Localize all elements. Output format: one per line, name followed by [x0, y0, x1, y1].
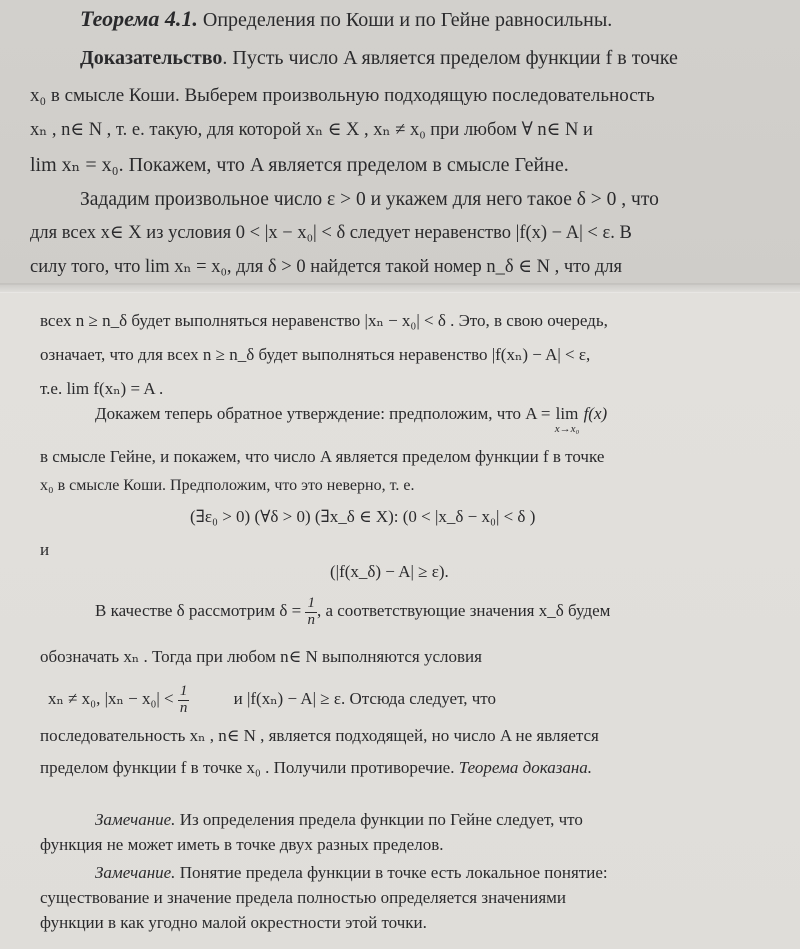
text-line: силу того, что lim xₙ = x₀, для δ > 0 найдется такой номер n_δ ∈ N , что для — [30, 257, 622, 277]
text-line: x₀ в смысле Коши. Выберем произвольную подходящую последовательность — [30, 85, 655, 106]
text-line: Докажем теперь обратное утверждение: предположим, что A = lim x→x₀ f(x) — [95, 404, 608, 435]
remark-line: существование и значение предела полностью определяется значениями — [40, 888, 567, 907]
theorem-statement: Определения по Коши и по Гейне равносильны. — [202, 9, 613, 31]
scan-seam — [0, 283, 800, 293]
text-line: и — [40, 540, 50, 559]
text-line: в смысле Гейне, и покажем, что число A является пределом функции f в точке — [40, 447, 605, 466]
text-line: lim xₙ = x₀. Покажем, что A является пределом в смысле Гейне. — [30, 154, 569, 176]
text-line: В качестве δ рассмотрим δ = $\frac{1}{n}$ , а соответствующие значения x_δ будем — [95, 595, 611, 628]
text-line: обозначать xₙ . Тогда при любом n∈ N выполняются условия — [40, 647, 482, 666]
text-line: xₙ ≠ x₀, |xₙ − x₀| < $\frac{1}{n}$ и |f(xₙ) − A| ≥ ε. Отсюда следует, что — [48, 683, 496, 716]
remark-line: функции в как угодно малой окрестности этой точки. — [40, 913, 427, 932]
theorem-line — [80, 8, 612, 30]
remark-line: функция не может иметь в точке двух разных пределов. — [40, 835, 444, 854]
text-line: означает, что для всех n ≥ n_δ будет выполняться неравенство |f(xₙ) − A| < ε, — [40, 345, 591, 364]
remark-label: Замечание. — [95, 863, 176, 882]
qed-phrase: Теорема доказана. — [454, 758, 593, 777]
formula-line: (|f(x_δ) − A| ≥ ε). — [330, 562, 449, 581]
text-line: xₙ , n∈ N , т. е. такую, для которой xₙ ∈ X , xₙ ≠ x₀ при любом ∀ n∈ N и — [30, 120, 593, 140]
fraction: $\frac{1}{n}$ — [179, 683, 188, 716]
text-line: Зададим произвольное число ε > 0 и укажем для него такое δ > 0 , что — [80, 189, 659, 210]
text-line: т.е. lim f(xₙ) = A . — [40, 379, 164, 398]
fraction: $\frac{1}{n}$ — [307, 595, 315, 628]
limit-operator: lim x→x₀ — [554, 404, 580, 435]
text-line: x₀ в смысле Коши. Предположим, что это неверно, т. е. — [40, 477, 415, 494]
formula-line: (∃ε₀ > 0) (∀δ > 0) (∃x_δ ∈ X): (0 < |x_δ − x₀| < δ ) — [190, 507, 536, 526]
theorem-label: Теорема 4.1. — [80, 6, 198, 31]
remark-line: Замечание. Понятие предела функции в точке есть локальное понятие: — [95, 863, 608, 882]
text-line: Доказательство. Пусть число A является пределом функции f в точке — [80, 47, 678, 69]
proof-label: Доказательство — [80, 47, 223, 69]
text-line: всех n ≥ n_δ будет выполняться неравенство |xₙ − x₀| < δ . Это, в свою очередь, — [40, 311, 608, 330]
text-line: для всех x∈ X из условия 0 < |x − x₀| < δ следует неравенство |f(x) − A| < ε. В — [30, 223, 632, 243]
text-line: пределом функции f в точке x₀ . Получили противоречие. Теорема доказана. — [40, 758, 593, 777]
text-line: последовательность xₙ , n∈ N , является подходящей, но число A не является — [40, 726, 599, 745]
remark-label: Замечание. — [95, 810, 176, 829]
remark-line: Замечание. Из определения предела функции по Гейне следует, что — [95, 810, 583, 829]
